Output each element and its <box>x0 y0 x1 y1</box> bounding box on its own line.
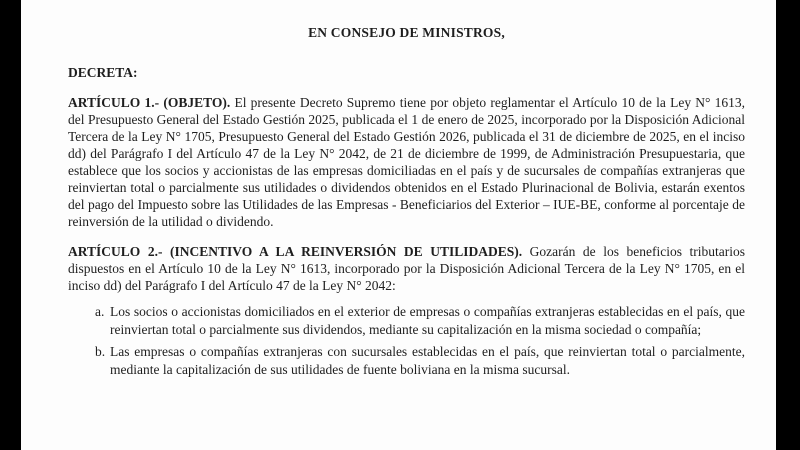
document-heading: EN CONSEJO DE MINISTROS, <box>308 25 505 40</box>
list-item-b-text: Las empresas o compañías extranjeras con sucursales establecidas en el país, que reinviertan total o parcialmente, mediante la capitalización de sus utilidades de fuente boliviana en la misma sucursal. <box>110 344 745 377</box>
article-1-title: ARTÍCULO 1.- (OBJETO). <box>68 95 231 110</box>
list-item-b-marker: b. <box>95 344 106 359</box>
article-2-paragraph <box>68 243 745 294</box>
article-2-title: ARTÍCULO 2.- (INCENTIVO A LA REINVERSIÓN DE UTILIDADES). <box>68 244 523 259</box>
article-1-paragraph <box>68 94 745 230</box>
letterbox-bar-right <box>776 0 800 450</box>
article-2-list <box>68 303 745 378</box>
article-1-body: El presente Decreto Supremo tiene por objeto reglamentar el Artículo 10 de la Ley N° 1613, del Presupuesto General del Estado Gestión 2025, publicada el 1 de enero de 2025, incorporado por la Disposición Adicional Tercera de la Ley N° 1705, Presupuesto General del Estado Gestión 2026, publicada el 31 de diciembre de 2025, en el inciso dd) del Parágrafo I del Artículo 47 de la Ley N° 2042, de 21 de diciembre de 1999, de Administración Presupuestaria, que establece que los socios y accionistas de las empresas domiciliadas en el país y de sucursales de compañías extranjeras que reinviertan total o parcialmente sus utilidades o dividendos obtenidos en el Estado Plurinacional de Bolivia, estarán exentos del pago del Impuesto sobre las Utilidades de las Empresas - Beneficiarios del Exterior – IUE-BE, conforme al porcentaje de reinversión de la utilidad o dividendo. <box>68 95 746 229</box>
list-item-a-marker: a. <box>95 304 105 319</box>
list-item-a-text: Los socios o accionistas domiciliados en el exterior de empresas o compañías extranjeras establecidas en el país, que reinviertan total o parcialmente sus dividendos, mediante su capitalización en la misma sociedad o compañía; <box>110 304 745 337</box>
document-content <box>21 24 776 378</box>
decreta-heading: DECRETA: <box>68 65 138 80</box>
list-item-a <box>95 303 745 338</box>
article-2-body: Gozarán de los beneficios tributarios dispuestos en el Artículo 10 de la Ley N° 1613, incorporado por la Disposición Adicional Tercera de la Ley N° 1705, en el inciso dd) del Parágrafo I del Artículo 47 de la Ley N° 2042: <box>68 244 745 293</box>
list-item-b <box>95 343 745 378</box>
document-page <box>21 0 776 450</box>
letterbox-bar-left <box>0 0 21 450</box>
